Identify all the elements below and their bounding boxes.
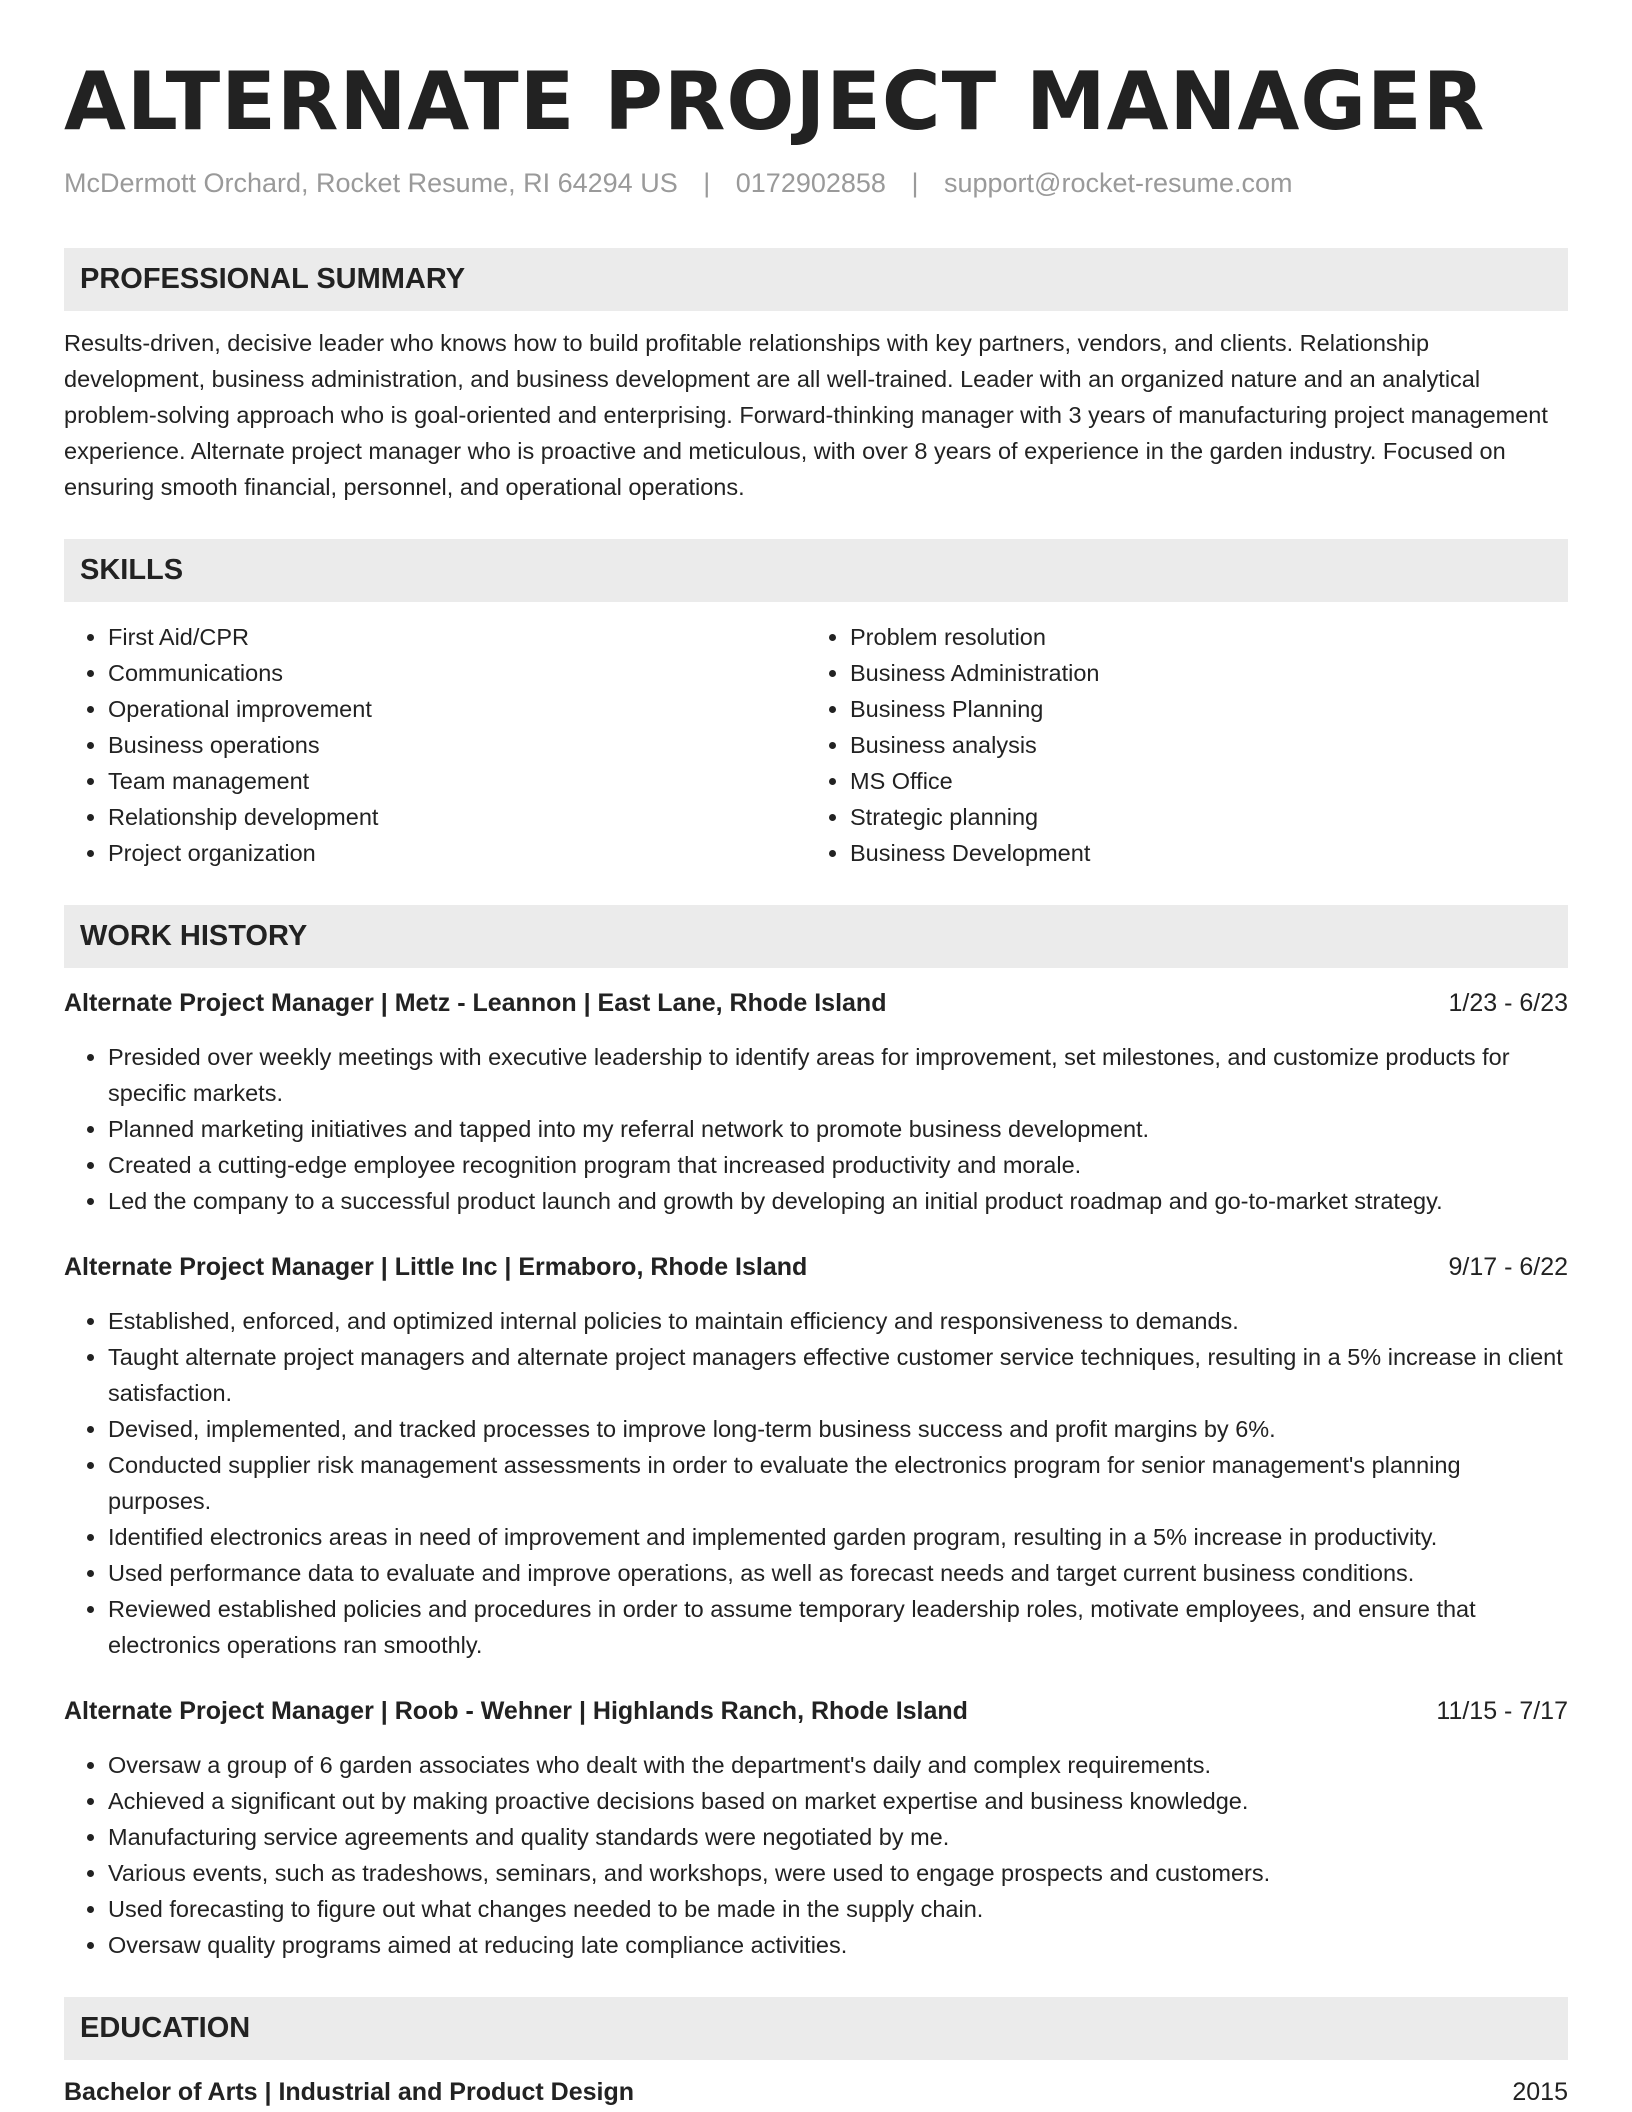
job-header <box>64 1249 1568 1285</box>
section-header-work-history: WORK HISTORY <box>64 905 1568 968</box>
job-bullet: • Oversaw quality programs aimed at reducing late compliance activities. <box>108 1927 1568 1963</box>
job-entry <box>64 985 1568 1219</box>
job-entry <box>64 1249 1568 1663</box>
job-bullet: • Led the company to a successful product launch and growth by developing an initial product roadmap and go-to-market strategy. <box>108 1183 1568 1219</box>
resume-name-title: ALTERNATE PROJECT MANAGER <box>64 55 1486 148</box>
section-header-skills: SKILLS <box>64 539 1568 602</box>
skills-column-left <box>64 619 806 871</box>
skill-item: • Business Administration <box>850 655 1548 691</box>
job-bullet: • Achieved a significant out by making proactive decisions based on market expertise and business knowledge. <box>108 1783 1568 1819</box>
job-bullet: • Established, enforced, and optimized internal policies to maintain efficiency and responsiveness to demands. <box>108 1303 1568 1339</box>
job-bullet-list <box>64 1303 1568 1663</box>
job-dates: 11/15 - 7/17 <box>1436 1697 1568 1725</box>
job-bullet: • Various events, such as tradeshows, seminars, and workshops, were used to engage prospects and customers. <box>108 1855 1568 1891</box>
contact-separator: | <box>911 168 919 198</box>
job-entry <box>64 1693 1568 1963</box>
job-bullet: • Created a cutting-edge employee recognition program that increased productivity and morale. <box>108 1147 1568 1183</box>
job-bullet: • Presided over weekly meetings with executive leadership to identify areas for improvement, set milestones, and customize products for specific markets. <box>108 1039 1568 1111</box>
contact-address: McDermott Orchard, Rocket Resume, RI 64294 US <box>64 168 678 198</box>
education-year: 2015 <box>1512 2078 1568 2106</box>
summary-text: Results-driven, decisive leader who knows how to build profitable relationships with key partners, vendors, and clients. Relationship development, business administration, and business development are all well-trained. Leader with an organized nature and an analytical problem-solving approach who is goal-oriented and enterprising. Forward-thinking manager with 3 years of manufacturing project management experience. Alternate project manager who is proactive and meticulous, with over 8 years of experience in the garden industry. Focused on ensuring smooth financial, personnel, and operational operations. <box>64 330 1548 500</box>
job-dates: 1/23 - 6/23 <box>1448 989 1568 1017</box>
job-bullet: • Conducted supplier risk management assessments in order to evaluate the electronics program for senior management's planning purposes. <box>108 1447 1568 1519</box>
contact-separator: | <box>703 168 711 198</box>
section-header-education: EDUCATION <box>64 1997 1568 2060</box>
job-header <box>64 1693 1568 1729</box>
job-bullet: • Taught alternate project managers and alternate project managers effective customer service techniques, resulting in a 5% increase in client satisfaction. <box>108 1339 1568 1411</box>
skill-item: • Business operations <box>108 727 806 763</box>
skill-item: • Business analysis <box>850 727 1548 763</box>
contact-phone: 0172902858 <box>735 168 886 198</box>
skill-item: • Strategic planning <box>850 799 1548 835</box>
education-degree: Bachelor of Arts | Industrial and Product Design <box>64 2078 635 2106</box>
job-bullet: • Identified electronics areas in need of improvement and implemented garden program, resulting in a 5% increase in productivity. <box>108 1519 1568 1555</box>
skill-item: • Business Development <box>850 835 1548 871</box>
skill-item: • MS Office <box>850 763 1548 799</box>
job-dates: 9/17 - 6/22 <box>1448 1253 1568 1281</box>
skill-item: • Operational improvement <box>108 691 806 727</box>
contact-line <box>64 168 1568 199</box>
skill-item: • Communications <box>108 655 806 691</box>
job-bullet: • Reviewed established policies and procedures in order to assume temporary leadership roles, motivate employees, and ensure that electronics operations ran smoothly. <box>108 1591 1568 1663</box>
job-header <box>64 985 1568 1021</box>
education-entry <box>64 2074 1568 2110</box>
job-bullet: • Devised, implemented, and tracked processes to improve long-term business success and profit margins by 6%. <box>108 1411 1568 1447</box>
job-title: Alternate Project Manager | Metz - Leannon | East Lane, Rhode Island <box>64 989 887 1017</box>
job-bullet: • Used performance data to evaluate and improve operations, as well as forecast needs and target current business conditions. <box>108 1555 1568 1591</box>
skills-grid <box>64 619 1568 871</box>
skill-item: • Project organization <box>108 835 806 871</box>
skill-item: • First Aid/CPR <box>108 619 806 655</box>
job-title: Alternate Project Manager | Roob - Wehner | Highlands Ranch, Rhode Island <box>64 1697 968 1725</box>
skills-column-right <box>806 619 1548 871</box>
skill-item: • Relationship development <box>108 799 806 835</box>
job-bullet-list <box>64 1747 1568 1963</box>
job-bullet: • Used forecasting to figure out what changes needed to be made in the supply chain. <box>108 1891 1568 1927</box>
job-bullet: • Planned marketing initiatives and tapped into my referral network to promote business development. <box>108 1111 1568 1147</box>
job-bullet: • Manufacturing service agreements and quality standards were negotiated by me. <box>108 1819 1568 1855</box>
skill-item: • Team management <box>108 763 806 799</box>
job-bullet-list <box>64 1039 1568 1219</box>
skill-item: • Problem resolution <box>850 619 1548 655</box>
job-bullet: • Oversaw a group of 6 garden associates who dealt with the department's daily and complex requirements. <box>108 1747 1568 1783</box>
job-title: Alternate Project Manager | Little Inc | Ermaboro, Rhode Island <box>64 1253 808 1281</box>
contact-email: support@rocket-resume.com <box>943 168 1293 198</box>
skill-item: • Business Planning <box>850 691 1548 727</box>
section-header-summary: PROFESSIONAL SUMMARY <box>64 248 1568 311</box>
